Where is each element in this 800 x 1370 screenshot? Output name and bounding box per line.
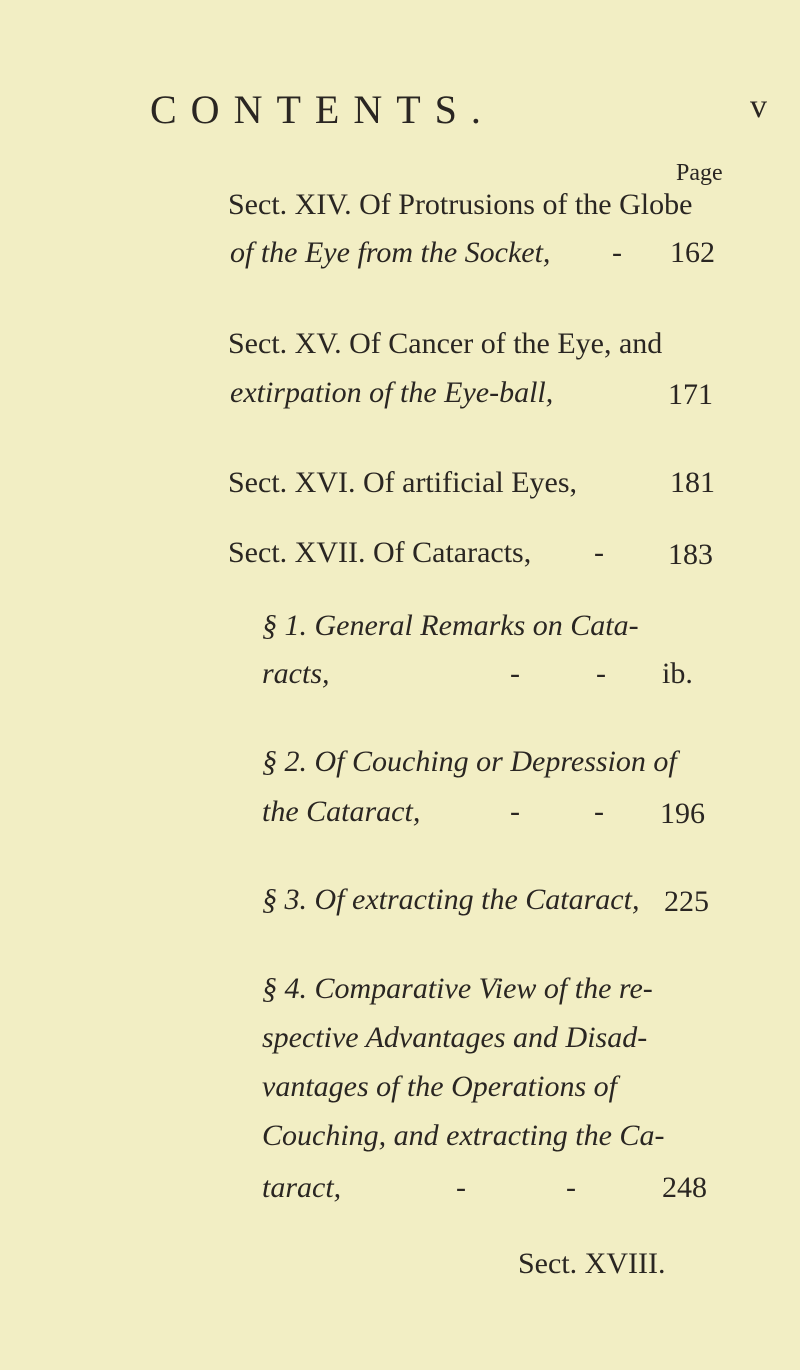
leader-dash: - bbox=[456, 1171, 466, 1204]
page-number: 171 bbox=[668, 378, 713, 411]
page-number: 181 bbox=[670, 466, 715, 499]
toc-entry-line: taract, bbox=[262, 1171, 342, 1204]
toc-entry-line: Sect. XV. Of Cancer of the Eye, and bbox=[228, 327, 663, 360]
page-column-label: Page bbox=[676, 160, 723, 186]
folio-number: v bbox=[750, 88, 767, 125]
catchword: Sect. XVIII. bbox=[518, 1247, 666, 1280]
page-number: 162 bbox=[670, 236, 715, 269]
toc-entry-line: extirpation of the Eye-ball, bbox=[230, 376, 554, 409]
page-number: 196 bbox=[660, 797, 705, 830]
page-number: 183 bbox=[668, 538, 713, 571]
running-head: CONTENTS. bbox=[150, 87, 495, 132]
leader-dash: - bbox=[510, 795, 520, 828]
toc-entry-line: § 2. Of Couching or Depression of bbox=[262, 745, 677, 778]
leader-dash: - bbox=[612, 236, 622, 269]
toc-entry-line: vantages of the Operations of bbox=[262, 1070, 617, 1103]
toc-entry-line: racts, bbox=[262, 657, 330, 690]
page-number: 248 bbox=[662, 1171, 707, 1204]
toc-entry-line: Sect. XVII. Of Cataracts, bbox=[228, 536, 532, 569]
page-number: ib. bbox=[662, 657, 693, 690]
toc-entry-line: Sect. XIV. Of Protrusions of the Globe bbox=[228, 188, 693, 221]
leader-dash: - bbox=[594, 795, 604, 828]
leader-dash: - bbox=[594, 536, 604, 569]
toc-entry-line: spective Advantages and Disad- bbox=[262, 1021, 648, 1054]
toc-entry-line: of the Eye from the Socket, bbox=[230, 236, 551, 269]
leader-dash: - bbox=[510, 657, 520, 690]
toc-entry-line: § 4. Comparative View of the re- bbox=[262, 972, 653, 1005]
leader-dash: - bbox=[566, 1171, 576, 1204]
toc-entry-line: Sect. XVI. Of artificial Eyes, bbox=[228, 466, 578, 499]
toc-entry-line: § 3. Of extracting the Cataract, bbox=[262, 883, 640, 916]
page-number: 225 bbox=[664, 885, 709, 918]
toc-entry-line: Couching, and extracting the Ca- bbox=[262, 1119, 665, 1152]
leader-dash: - bbox=[596, 657, 606, 690]
toc-entry-line: § 1. General Remarks on Cata- bbox=[262, 609, 639, 642]
toc-entry-line: the Cataract, bbox=[262, 795, 421, 828]
